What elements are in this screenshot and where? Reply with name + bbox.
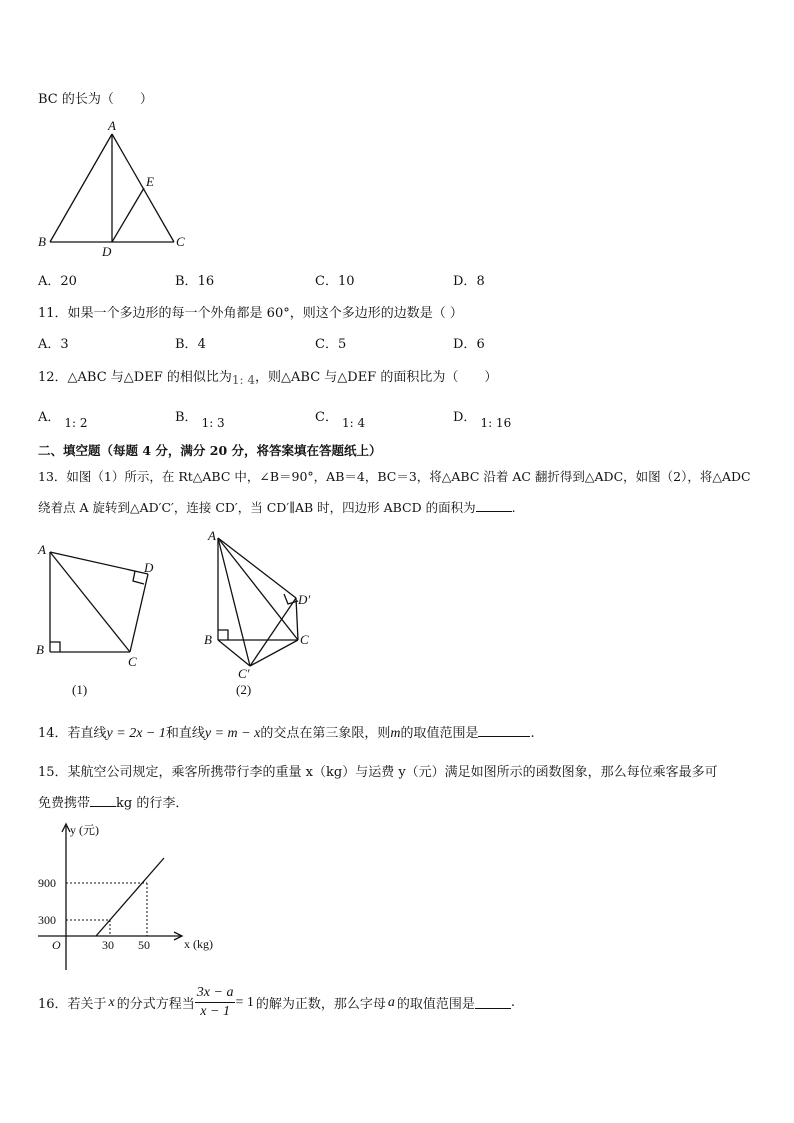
fig2-caption: (2) <box>236 682 252 697</box>
fig2-label-d-prime: D′ <box>298 592 311 607</box>
q12-text: 12．△ABC 与△DEF 的相似比为1: 4，则△ABC 与△DEF 的面积比为（ ） <box>38 370 498 387</box>
x-axis-label: x (kg) <box>184 937 213 951</box>
q11-text: 11．如果一个多边形的每一个外角都是 60°，则这个多边形的边数是（ ） <box>38 306 463 321</box>
q11-option-b: B．4 <box>175 337 206 352</box>
q13-figure-1 <box>34 540 164 700</box>
origin-label: O <box>52 938 61 952</box>
q13-line2: 绕着点 A 旋转到△AD′C′，连接 CD′，当 CD′∥AB 时，四边形 ABCD 的面积为 . <box>38 500 516 515</box>
y-tick-300: 300 <box>38 913 56 927</box>
q11-option-c: C．5 <box>315 337 347 352</box>
q15-graph <box>34 818 224 976</box>
label-d: D <box>102 244 112 259</box>
q12-option-c: C． 1: 4 <box>315 410 366 430</box>
fig2-label-a: A <box>208 528 216 543</box>
q10-option-a: A．20 <box>38 274 77 289</box>
x-tick-30: 30 <box>102 938 114 952</box>
q14-line2: y = m − x <box>204 726 261 741</box>
side-ab <box>50 134 112 242</box>
fig1-caption: (1) <box>72 682 88 697</box>
q14-line1: y = 2x − 1 <box>106 726 166 741</box>
q16-answer-blank <box>475 996 511 1009</box>
q10-option-c: C．10 <box>315 274 355 289</box>
q15-line2: 免费携带 kg 的行李． <box>38 796 189 811</box>
q10-option-d: D．8 <box>453 274 485 289</box>
fig2-ad-prime <box>218 538 296 598</box>
segment-de <box>112 188 144 242</box>
q12-option-b: B． 1: 3 <box>175 410 225 430</box>
q16-text: 16．若关于 x 的分式方程当 $\frac{3x - a}{x - 1}$ = 1 的解为正数，那么字母 a 的取值范围是 . <box>38 985 516 1019</box>
fig1-label-b: B <box>36 642 44 657</box>
q13-line1: 13．如图（1）所示，在 Rt△ABC 中，∠B＝90°，AB＝4，BC＝3，将△ABC 沿着 AC 翻折得到△ADC，如图（2），将△ADC <box>38 469 751 484</box>
q13-answer-blank <box>476 499 512 512</box>
q12-ratio: 1: 4 <box>231 373 256 387</box>
q15-line1: 15．某航空公司规定，乘客所携带行李的重量 x（kg）与运费 y（元）满足如图所示的函数图象，那么每位乘客最多可 <box>38 765 718 780</box>
fig2-ac-prime <box>218 538 250 666</box>
x-tick-50: 50 <box>138 938 150 952</box>
q11-option-a: A．3 <box>38 337 69 352</box>
fig1-label-d: D <box>144 560 154 575</box>
fig2-label-b: B <box>204 632 212 647</box>
fig2-right-angle-b <box>218 630 228 640</box>
fig2-label-c-prime: C′ <box>238 666 250 681</box>
q15-answer-blank <box>90 794 116 807</box>
cost-line <box>96 858 164 936</box>
label-c: C <box>176 234 185 249</box>
q13-figure-2 <box>200 528 330 700</box>
q14-text: 14．若直线y = 2x − 1和直线y = m − x的交点在第三象限，则m的取值范围是 . <box>38 726 535 741</box>
fig2-bc-prime <box>218 640 250 666</box>
label-e: E <box>146 174 154 189</box>
label-b: B <box>38 234 46 249</box>
fig1-right-angle-b <box>50 642 60 652</box>
fig2-c-prime-c <box>250 640 298 666</box>
y-axis-label: y (元) <box>70 823 99 837</box>
q14-answer-blank <box>478 724 530 737</box>
fig2-ac <box>218 538 298 640</box>
fig2-label-c: C <box>300 632 309 647</box>
y-tick-900: 900 <box>38 876 56 890</box>
q16-fraction: $\frac{3x - a}{x - 1}$ <box>196 985 234 1019</box>
q10-option-b: B．16 <box>175 274 215 289</box>
label-a: A <box>108 118 116 133</box>
q11-option-d: D．6 <box>453 337 485 352</box>
fig1-dc <box>130 574 148 652</box>
q12-option-d: D． 1: 16 <box>453 410 512 430</box>
q10-stem-tail: BC 的长为（ ） <box>38 92 153 107</box>
fig1-label-a: A <box>38 542 46 557</box>
section2-heading: 二、填空题（每题 4 分，满分 20 分，将答案填在答题纸上） <box>38 443 382 458</box>
q12-option-a: A． 1: 2 <box>38 410 88 430</box>
q10-triangle-figure <box>36 116 196 261</box>
fig1-label-c: C <box>128 654 137 669</box>
